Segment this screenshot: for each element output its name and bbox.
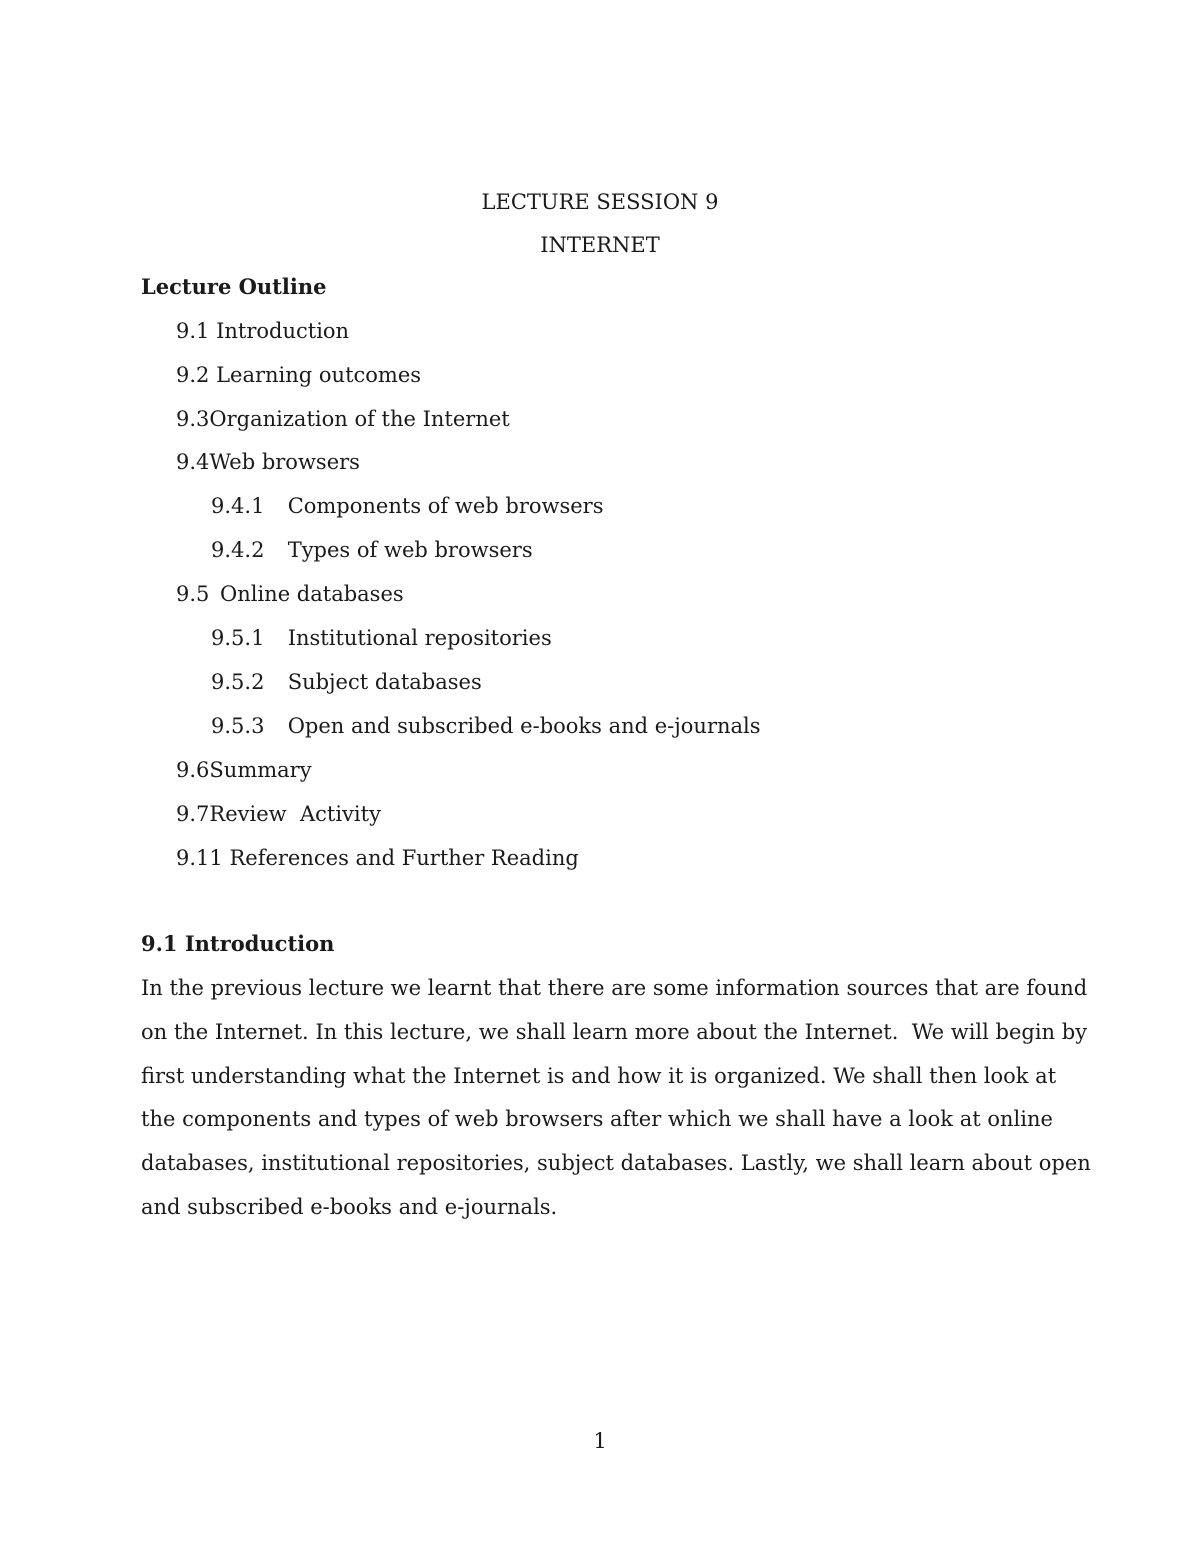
outline-item-number: 9.11 (176, 846, 223, 870)
paragraph-line: on the Internet. In this lecture, we shall learn more about the Internet. We will begin by (141, 1020, 1088, 1044)
outline-item-label: Web browsers (209, 450, 360, 474)
outline-item-label: Institutional repositories (287, 626, 552, 650)
outline-item-label: Learning outcomes (216, 363, 422, 387)
outline-item-label: Subject databases (287, 670, 482, 694)
paragraph-line: and subscribed e-books and e-journals. (141, 1195, 558, 1219)
outline-item-number: 9.5.1 (211, 626, 265, 650)
outline-item-number: 9.2 (176, 363, 210, 387)
outline-item-label: Online databases (220, 582, 404, 606)
outline-item (176, 404, 510, 434)
paragraph-line: In the previous lecture we learnt that there are some information sources that are found (141, 976, 1088, 1000)
outline-item (176, 579, 404, 609)
topic-title: INTERNET (540, 233, 660, 257)
outline-item-number: 9.3 (176, 407, 210, 431)
outline-item-number: 9.4.2 (211, 538, 265, 562)
outline-item-number: 9.4 (176, 450, 210, 474)
outline-item-number: 9.5 (176, 582, 210, 606)
outline-item-label: Open and subscribed e-books and e-journals (287, 714, 761, 738)
outline-item (176, 447, 360, 477)
outline-subitem (211, 667, 482, 697)
outline-item (176, 316, 349, 346)
outline-item (176, 799, 381, 829)
outline-item (176, 360, 421, 390)
outline-item-number: 9.5.2 (211, 670, 265, 694)
outline-item (176, 755, 312, 785)
paragraph-line: first understanding what the Internet is and how it is organized. We shall then look at (141, 1064, 1057, 1088)
outline-item-label: Review Activity (209, 802, 381, 826)
paragraph-line: the components and types of web browsers after which we shall have a look at online (141, 1107, 1053, 1131)
section-heading: 9.1 Introduction (141, 931, 335, 956)
paragraph-line: databases, institutional repositories, subject databases. Lastly, we shall learn about open (141, 1151, 1091, 1175)
outline-item (176, 843, 579, 873)
outline-item-label: Organization of the Internet (209, 407, 510, 431)
outline-subitem (211, 491, 604, 521)
outline-item-number: 9.7 (176, 802, 210, 826)
outline-item-label: Components of web browsers (287, 494, 604, 518)
outline-item-number: 9.1 (176, 319, 210, 343)
outline-subitem (211, 623, 552, 653)
outline-heading: Lecture Outline (141, 274, 327, 299)
outline-item-number: 9.4.1 (211, 494, 265, 518)
outline-item-number: 9.5.3 (211, 714, 265, 738)
outline-item-number: 9.6 (176, 758, 210, 782)
outline-subitem (211, 535, 533, 565)
outline-item-label: Summary (209, 758, 312, 782)
outline-item-label: References and Further Reading (229, 846, 579, 870)
outline-item-label: Types of web browsers (287, 538, 533, 562)
session-title: LECTURE SESSION 9 (481, 190, 719, 214)
outline-item-label: Introduction (216, 319, 350, 343)
outline-subitem (211, 711, 761, 741)
page-number: 1 (593, 1429, 607, 1453)
